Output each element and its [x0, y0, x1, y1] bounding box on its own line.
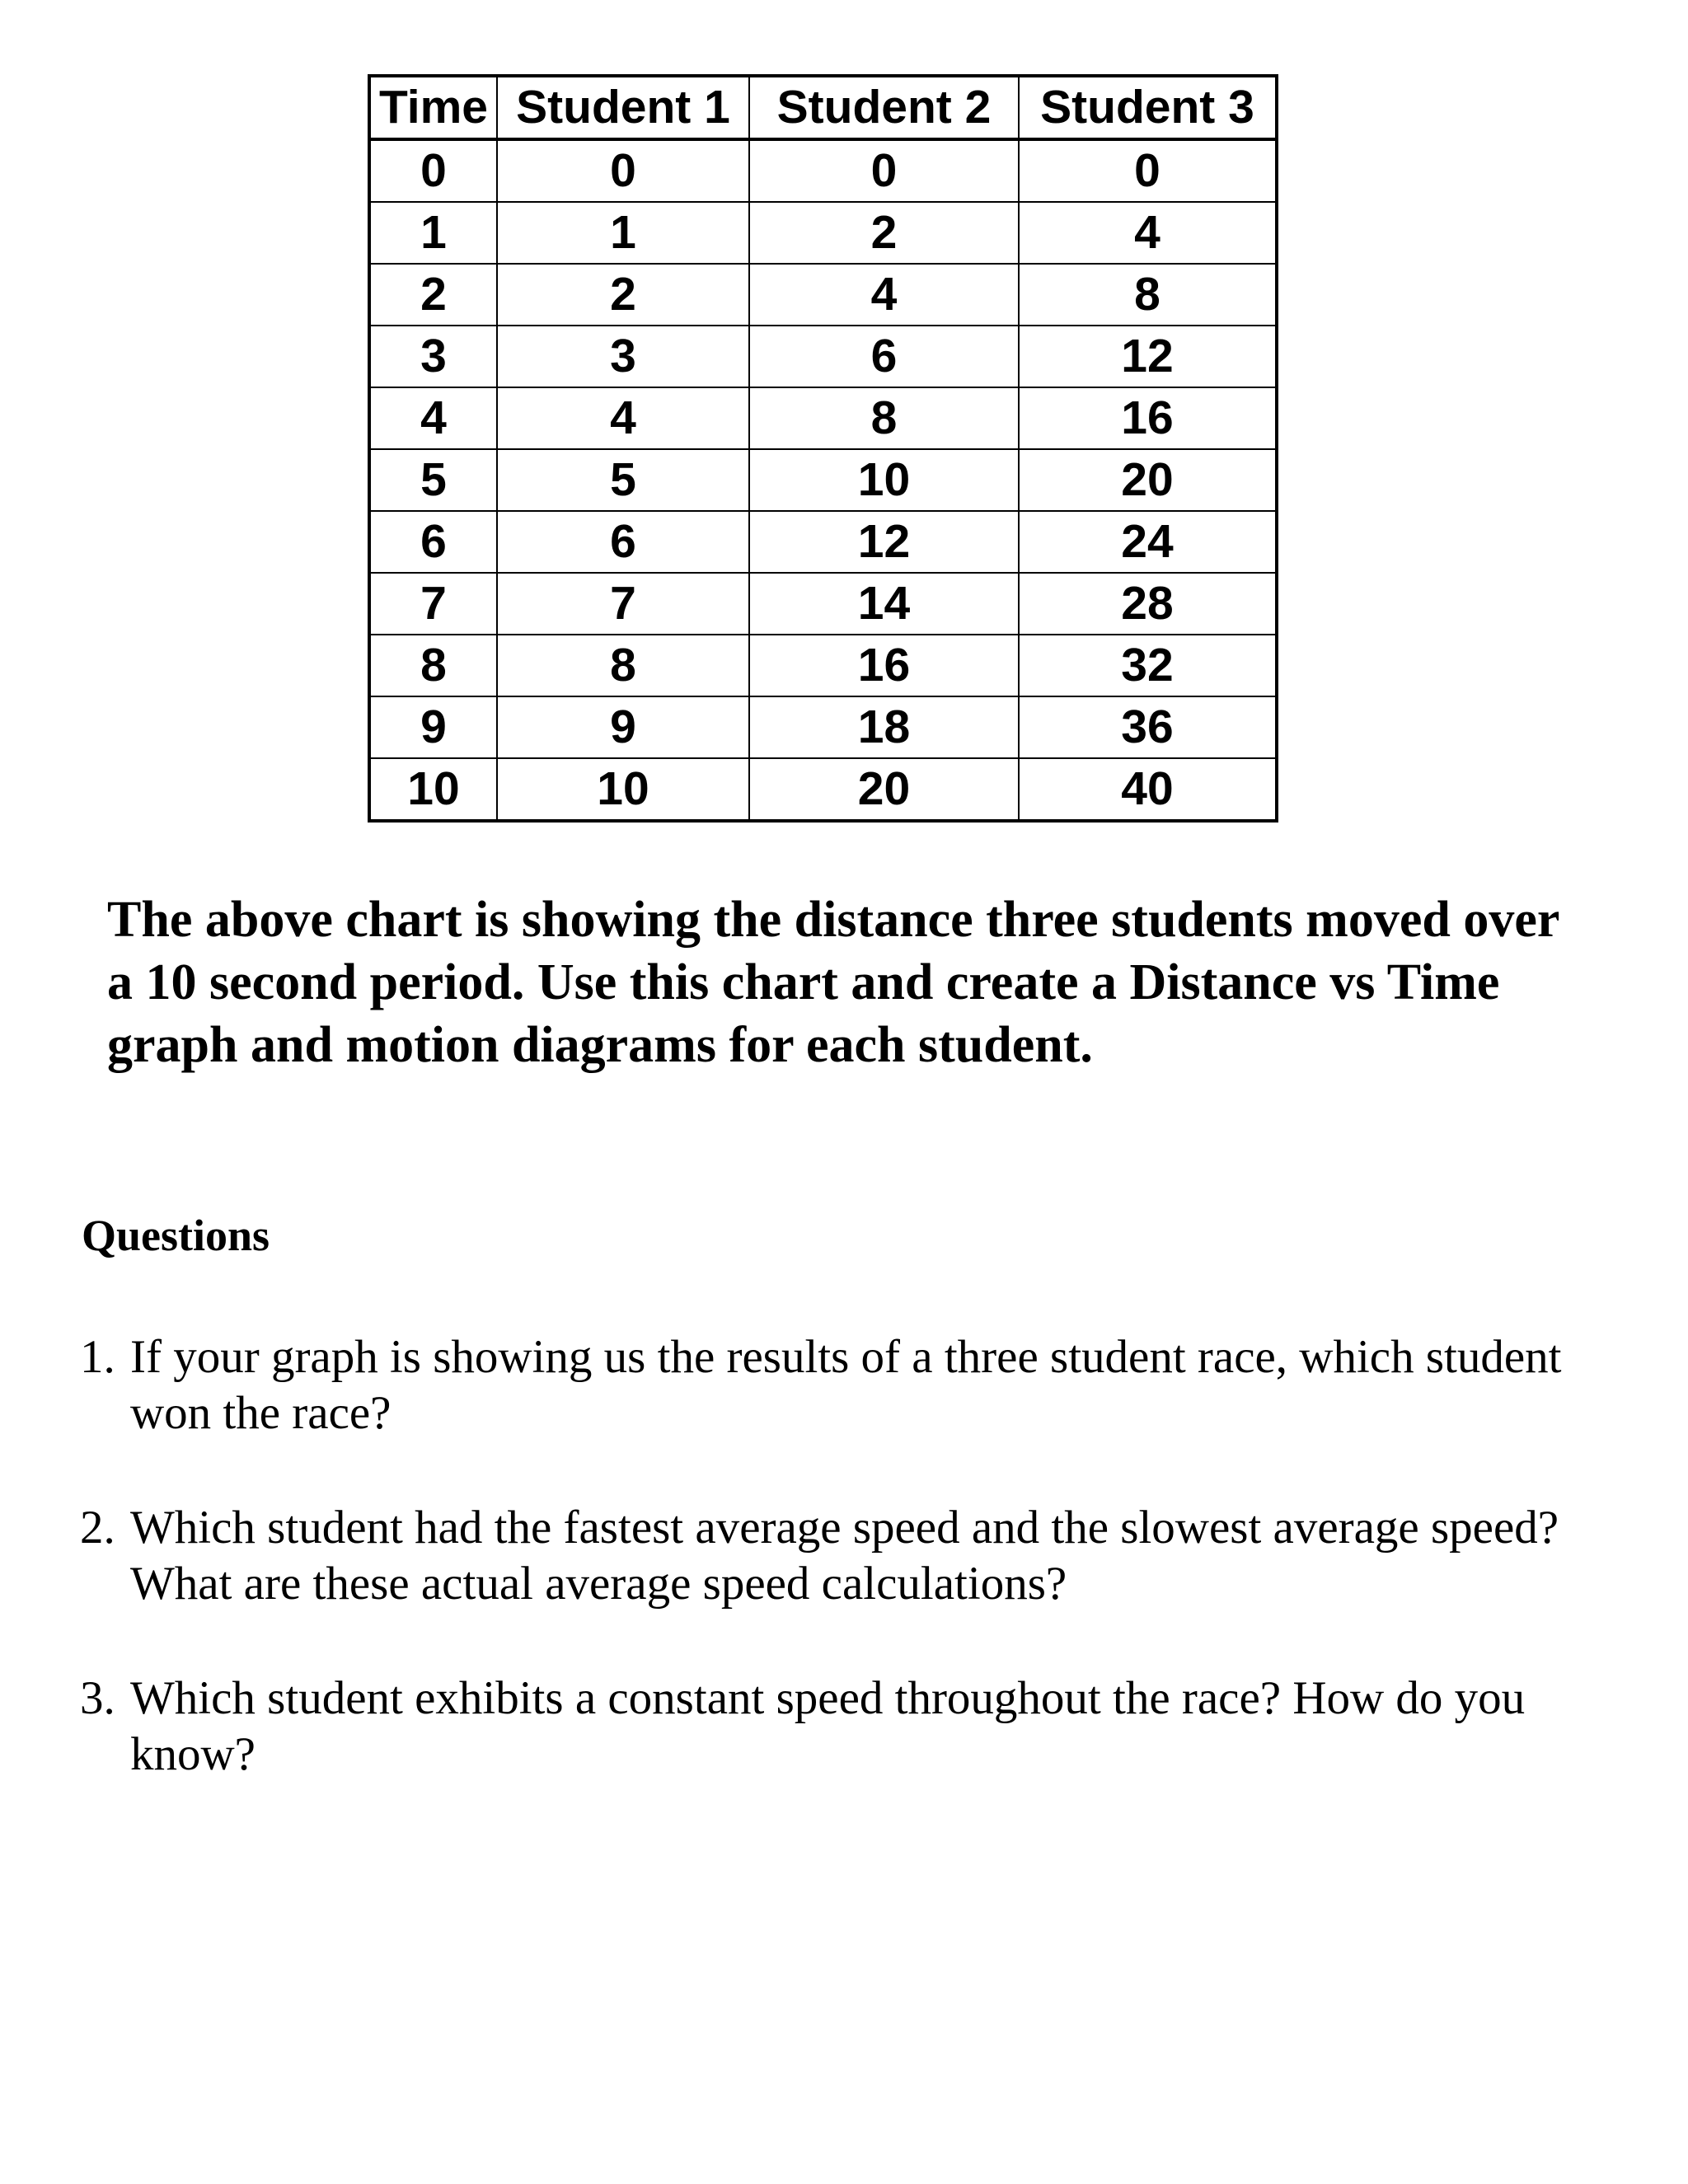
table-cell: 10 — [497, 758, 749, 821]
question-1 — [80, 1329, 1580, 1441]
table-row — [369, 635, 1277, 696]
table-row — [369, 387, 1277, 449]
table-body — [369, 139, 1277, 821]
table-cell: 4 — [497, 387, 749, 449]
table-cell: 36 — [1019, 696, 1277, 758]
table-cell: 1 — [369, 202, 497, 264]
table-cell: 2 — [497, 264, 749, 326]
table-cell: 4 — [1019, 202, 1277, 264]
table-cell: 14 — [749, 573, 1019, 635]
table-row — [369, 202, 1277, 264]
table-cell: 12 — [749, 511, 1019, 573]
table-row — [369, 326, 1277, 387]
question-number: 2. — [80, 1502, 115, 1554]
table-row — [369, 264, 1277, 326]
table-cell: 32 — [1019, 635, 1277, 696]
table-cell: 2 — [749, 202, 1019, 264]
header-student-1: Student 1 — [497, 76, 749, 139]
table-cell: 8 — [1019, 264, 1277, 326]
table-cell: 4 — [749, 264, 1019, 326]
distance-time-table — [368, 74, 1278, 823]
table-cell: 0 — [497, 139, 749, 202]
question-number: 1. — [80, 1331, 115, 1383]
table-cell: 24 — [1019, 511, 1277, 573]
table-cell: 20 — [1019, 449, 1277, 511]
table-row — [369, 511, 1277, 573]
table-cell: 3 — [497, 326, 749, 387]
table-cell: 4 — [369, 387, 497, 449]
table-cell: 20 — [749, 758, 1019, 821]
table-header-row — [369, 76, 1277, 139]
table-row — [369, 758, 1277, 821]
table-cell: 16 — [749, 635, 1019, 696]
questions-heading: Questions — [82, 1211, 270, 1260]
table-row — [369, 139, 1277, 202]
table-cell: 12 — [1019, 326, 1277, 387]
table-cell: 7 — [497, 573, 749, 635]
table-cell: 6 — [749, 326, 1019, 387]
table-cell: 9 — [497, 696, 749, 758]
question-2 — [80, 1500, 1580, 1612]
question-text: If your graph is showing us the results of a three student race, which student won the race? — [130, 1331, 1562, 1439]
table-row — [369, 696, 1277, 758]
table-cell: 16 — [1019, 387, 1277, 449]
table-cell: 8 — [749, 387, 1019, 449]
table-cell: 9 — [369, 696, 497, 758]
question-number: 3. — [80, 1672, 115, 1724]
table-cell: 8 — [497, 635, 749, 696]
instructions-text: The above chart is showing the distance three students moved over a 10 second period. Use this chart and create a Distance vs Time graph and motion diagrams for each student. — [107, 892, 1559, 1073]
table-cell: 10 — [749, 449, 1019, 511]
table-cell: 7 — [369, 573, 497, 635]
table-cell: 0 — [369, 139, 497, 202]
table-cell: 5 — [369, 449, 497, 511]
table-row — [369, 449, 1277, 511]
table-cell: 3 — [369, 326, 497, 387]
table-cell: 18 — [749, 696, 1019, 758]
table-cell: 28 — [1019, 573, 1277, 635]
table-cell: 1 — [497, 202, 749, 264]
table-cell: 40 — [1019, 758, 1277, 821]
table-cell: 0 — [749, 139, 1019, 202]
question-text: Which student exhibits a constant speed throughout the race? How do you know? — [130, 1672, 1526, 1780]
question-text: Which student had the fastest average speed and the slowest average speed? What are these actual average speed calculations? — [130, 1502, 1559, 1610]
header-student-2: Student 2 — [749, 76, 1019, 139]
header-time: Time — [369, 76, 497, 139]
table-cell: 5 — [497, 449, 749, 511]
table-cell: 0 — [1019, 139, 1277, 202]
question-3 — [80, 1671, 1580, 1783]
header-student-3: Student 3 — [1019, 76, 1277, 139]
table-cell: 8 — [369, 635, 497, 696]
table-cell: 10 — [369, 758, 497, 821]
table-cell: 6 — [369, 511, 497, 573]
table-cell: 6 — [497, 511, 749, 573]
table-cell: 2 — [369, 264, 497, 326]
table-row — [369, 573, 1277, 635]
